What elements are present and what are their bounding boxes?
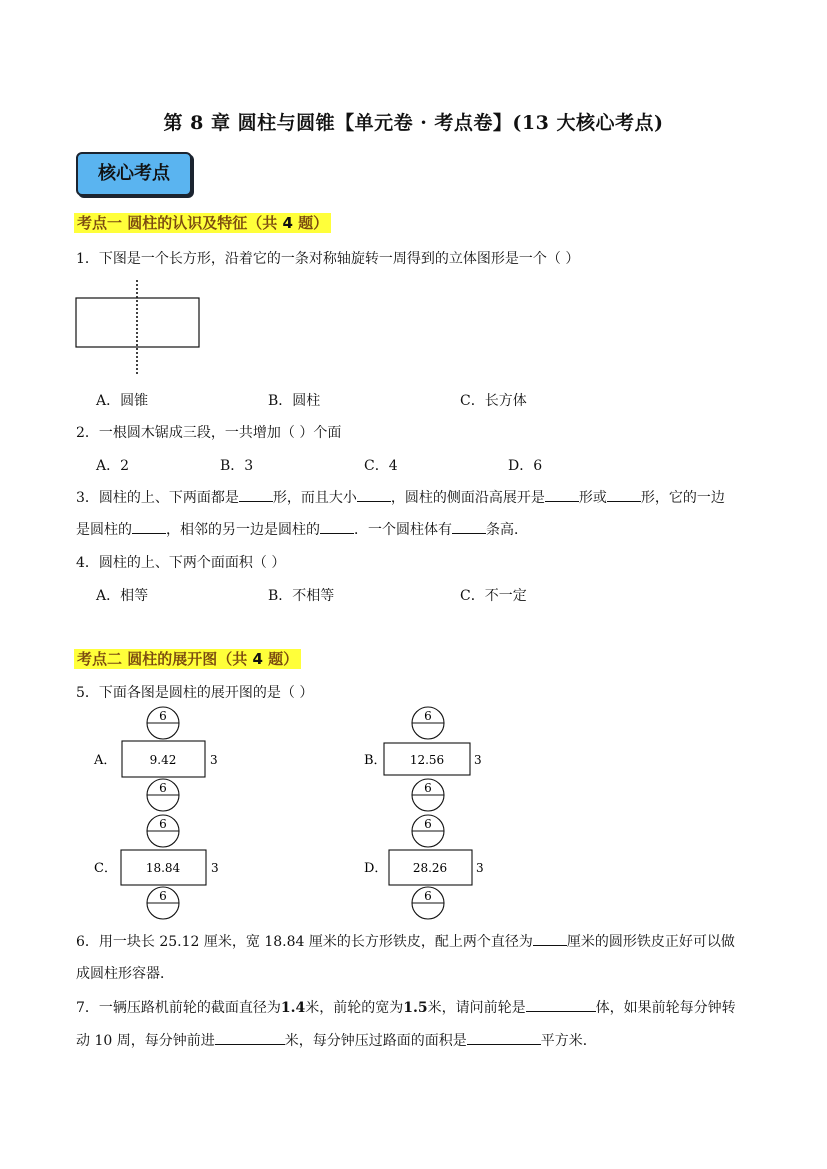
- option-a: A．相等: [96, 588, 149, 604]
- option-c: C．长方体: [460, 393, 527, 409]
- option-c: C．4: [364, 458, 398, 474]
- net-option-c: [94, 814, 234, 926]
- q7-text: 米，每分钟压过路面的面积是: [284, 1033, 467, 1049]
- option-b: B．圆柱: [268, 393, 321, 409]
- answer-blank: [357, 487, 391, 502]
- question-1: 1．下图是一个长方形，沿着它的一条对称轴旋转一周得到的立体图形是一个（ ）: [76, 251, 580, 267]
- answer-blank: [533, 931, 567, 946]
- option-b: B．不相等: [268, 588, 335, 604]
- answer-blank: [132, 519, 166, 534]
- q3-text: 形，它的一边: [640, 490, 725, 506]
- q6-text: 厘米的圆形铁皮正好可以做: [566, 934, 735, 950]
- answer-blank: [467, 1030, 541, 1045]
- net-option-d: [364, 814, 504, 926]
- answer-blank: [452, 519, 486, 534]
- core-points-badge: 核心考点: [76, 152, 192, 196]
- answer-blank: [320, 519, 354, 534]
- q7-text: 动 10 周，每分钟前进: [76, 1033, 215, 1049]
- question-6-line-1: [76, 931, 735, 951]
- q3-text: ．一个圆柱体有: [354, 522, 452, 538]
- diameter-label: 6: [159, 781, 167, 795]
- section-title: 考点一 圆柱的认识及特征（共: [77, 214, 283, 232]
- option-b: B．3: [220, 458, 254, 474]
- q3-text: 是圆柱的: [76, 522, 132, 538]
- option-c: C．不一定: [460, 588, 527, 604]
- diameter-label: 6: [424, 817, 432, 831]
- answer-blank: [526, 997, 596, 1012]
- q3-text: 形，而且大小: [272, 490, 357, 506]
- question-count: 4: [282, 214, 293, 232]
- diameter-label: 6: [159, 709, 167, 723]
- width-value: 1.5: [403, 1000, 428, 1016]
- question-4: 4．圆柱的上、下两个面面积（ ）: [76, 555, 286, 571]
- rectangle-length-label: 18.84: [145, 861, 181, 875]
- q7-text: 平方米．: [540, 1033, 597, 1049]
- q7-text: 米，请问前轮是: [427, 1000, 526, 1016]
- q7-text: 米，前轮的宽为: [305, 1000, 404, 1016]
- option-a: A．圆锥: [96, 393, 149, 409]
- net-option-a: [94, 706, 234, 818]
- section-tail: 题）: [292, 214, 329, 232]
- diameter-label: 6: [424, 709, 432, 723]
- rectangle-height-label: 3: [210, 753, 218, 767]
- net-label: D．: [364, 861, 388, 876]
- rectangle-axis-figure: [74, 278, 204, 378]
- q7-text: 体，如果前轮每分钟转: [595, 1000, 736, 1016]
- q3-text: 条高．: [486, 522, 528, 538]
- diameter-label: 6: [159, 889, 167, 903]
- section-heading-2: [74, 648, 301, 669]
- question-3-line-1: [76, 487, 725, 507]
- section-heading-1: [74, 212, 331, 233]
- option-a: A．2: [96, 458, 130, 474]
- answer-blank: [215, 1030, 285, 1045]
- page-title: 第 8 章 圆柱与圆锥【单元卷 · 考点卷】(13 大核心考点): [163, 112, 664, 134]
- question-7-line-2: [76, 1030, 597, 1050]
- rectangle-length-label: 12.56: [409, 753, 445, 767]
- diameter-value: 1.4: [280, 1000, 306, 1016]
- rectangle-height-label: 3: [211, 861, 219, 875]
- rectangle-height-label: 3: [474, 753, 482, 767]
- question-count: 4: [252, 650, 263, 668]
- section-title: 考点二 圆柱的展开图（共: [77, 650, 253, 668]
- question-3-line-2: [76, 519, 528, 539]
- answer-blank: [607, 487, 641, 502]
- net-label: A．: [94, 753, 117, 768]
- answer-blank: [239, 487, 273, 502]
- section-tail: 题）: [262, 650, 299, 668]
- q3-text: 形或: [578, 490, 607, 506]
- diameter-label: 6: [159, 817, 167, 831]
- net-label: C．: [94, 861, 117, 876]
- diameter-label: 6: [424, 889, 432, 903]
- q7-text: 7．一辆压路机前轮的截面直径为: [76, 1000, 281, 1016]
- net-label: B．: [364, 753, 387, 768]
- q3-text: 3．圆柱的上、下两面都是: [76, 490, 239, 506]
- question-5: 5．下面各图是圆柱的展开图的是（ ）: [76, 685, 314, 701]
- q6-text: 6．用一块长 25.12 厘米，宽 18.84 厘米的长方形铁皮，配上两个直径为: [76, 934, 533, 950]
- question-7-line-1: [76, 997, 736, 1017]
- q3-text: ，圆柱的侧面沿高展开是: [390, 490, 545, 506]
- question-2: 2．一根圆木锯成三段，一共增加（ ）个面: [76, 425, 342, 441]
- option-d: D．6: [508, 458, 543, 474]
- answer-blank: [545, 487, 579, 502]
- question-6-line-2: 成圆柱形容器．: [76, 966, 174, 982]
- net-option-b: [364, 706, 504, 818]
- rectangle-height-label: 3: [476, 861, 484, 875]
- rectangle-length-label: 9.42: [149, 753, 177, 767]
- rectangle-length-label: 28.26: [412, 861, 448, 875]
- diameter-label: 6: [424, 781, 432, 795]
- q3-text: ，相邻的另一边是圆柱的: [166, 522, 320, 538]
